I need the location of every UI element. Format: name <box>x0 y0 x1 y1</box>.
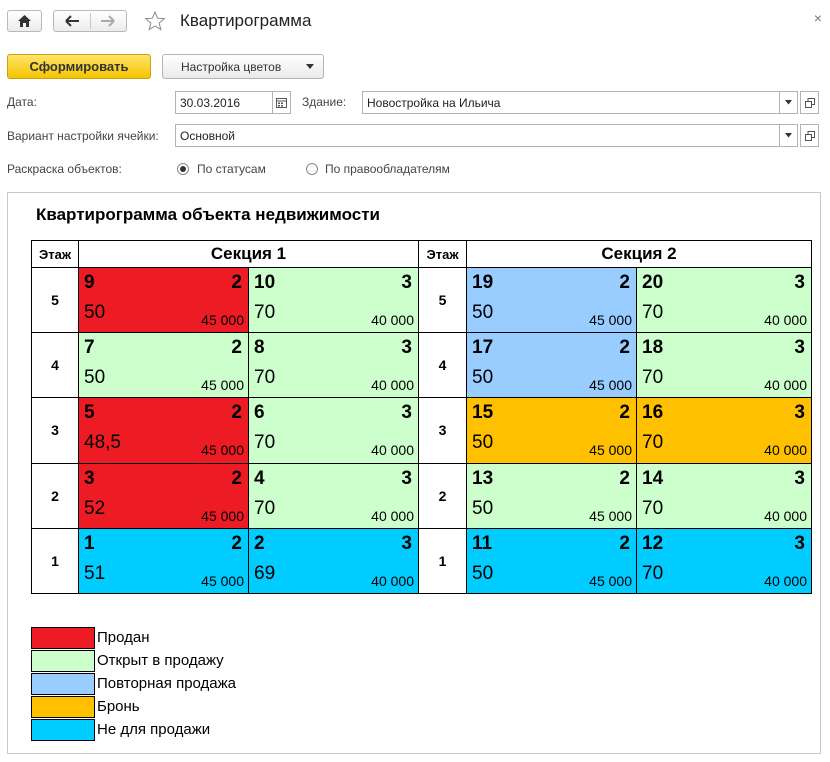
price-per-sqm: 45 000 <box>201 377 244 394</box>
history-nav <box>53 10 127 32</box>
apartment-area: 50 <box>472 302 494 323</box>
date-field[interactable]: 30.03.2016 <box>175 91 273 114</box>
price-per-sqm: 40 000 <box>371 442 414 459</box>
apartment-area: 70 <box>642 367 664 389</box>
radio-by-status-label[interactable]: По статусам <box>197 162 266 176</box>
price-per-sqm: 45 000 <box>589 442 632 459</box>
building-field[interactable]: Новостройка на Ильича <box>362 91 780 114</box>
apartment-number: 4 <box>254 467 265 489</box>
floor-number: 2 <box>419 463 467 528</box>
price-per-sqm: 45 000 <box>589 572 632 589</box>
building-label: Здание: <box>302 95 347 109</box>
apartment-number: 11 <box>472 532 493 554</box>
apartment-area: 70 <box>254 302 276 323</box>
color-settings-button[interactable] <box>162 54 324 79</box>
legend-label: Открыт в продажу <box>97 652 224 669</box>
home-icon <box>8 11 41 31</box>
room-count: 2 <box>231 272 242 293</box>
room-count: 2 <box>619 402 630 424</box>
apartment-area: 50 <box>472 367 494 389</box>
room-count: 3 <box>401 402 412 424</box>
floor-number: 1 <box>32 528 79 593</box>
apartment-number: 16 <box>642 402 664 424</box>
calendar-icon <box>276 98 287 108</box>
close-icon[interactable]: × <box>813 10 822 26</box>
room-count: 2 <box>231 532 242 554</box>
apartment-cell[interactable] <box>249 268 419 333</box>
room-count: 3 <box>401 532 412 554</box>
room-count: 3 <box>401 337 412 359</box>
price-per-sqm: 40 000 <box>371 572 414 589</box>
apartment-number: 7 <box>84 337 95 359</box>
apartment-cell[interactable] <box>467 268 637 333</box>
room-count: 3 <box>794 337 805 359</box>
open-window-icon <box>805 98 815 108</box>
apartment-cell[interactable] <box>79 333 249 398</box>
apartment-cell[interactable] <box>79 528 249 593</box>
apartment-cell[interactable] <box>249 398 419 463</box>
forward-button[interactable] <box>91 11 126 31</box>
apartment-cell[interactable] <box>79 398 249 463</box>
room-count: 3 <box>794 272 805 293</box>
dropdown-arrow-icon <box>785 133 792 138</box>
apartment-area: 70 <box>642 497 664 519</box>
price-per-sqm: 45 000 <box>201 507 244 524</box>
section-header: Секция 1 <box>79 241 419 268</box>
apartment-number: 19 <box>472 272 494 293</box>
apartment-number: 17 <box>472 337 494 359</box>
apartment-cell[interactable] <box>467 528 637 593</box>
back-button[interactable] <box>54 11 90 31</box>
radio-by-owners[interactable] <box>306 163 318 175</box>
floor-number: 5 <box>419 268 467 333</box>
building-open-button[interactable] <box>800 91 819 114</box>
apartment-cell[interactable] <box>249 528 419 593</box>
floor-number: 3 <box>419 398 467 463</box>
open-window-icon <box>805 131 815 141</box>
price-per-sqm: 45 000 <box>589 377 632 394</box>
price-per-sqm: 40 000 <box>764 442 807 459</box>
color-settings-label: Настройка цветов <box>181 59 282 74</box>
apartment-area: 50 <box>472 562 494 584</box>
apartment-area: 52 <box>84 497 106 519</box>
floor-header: Этаж <box>32 241 79 268</box>
room-count: 3 <box>401 467 412 489</box>
apartment-area: 50 <box>84 367 106 389</box>
apartment-area: 70 <box>254 432 276 454</box>
price-per-sqm: 45 000 <box>201 442 244 459</box>
legend-swatch <box>31 673 95 695</box>
section-header: Секция 2 <box>467 241 812 268</box>
apartment-number: 8 <box>254 337 265 359</box>
apartment-area: 50 <box>472 432 494 454</box>
apartment-area: 50 <box>472 497 494 519</box>
floor-number: 4 <box>32 333 79 398</box>
floor-number: 2 <box>32 463 79 528</box>
legend-swatch <box>31 719 95 741</box>
room-count: 3 <box>794 532 805 554</box>
apartment-area: 48,5 <box>84 432 121 454</box>
price-per-sqm: 40 000 <box>764 312 807 328</box>
room-count: 2 <box>619 337 630 359</box>
arrow-left-icon <box>54 11 90 31</box>
legend-label: Повторная продажа <box>97 675 237 692</box>
radio-by-status[interactable] <box>177 163 189 175</box>
floor-number: 3 <box>32 398 79 463</box>
apartment-number: 10 <box>254 272 276 293</box>
report-title: Квартирограмма объекта недвижимости <box>36 205 380 224</box>
radio-by-owners-label[interactable]: По правообладателям <box>325 162 450 176</box>
apartment-number: 3 <box>84 467 95 489</box>
apartment-number: 5 <box>84 402 95 424</box>
apartment-cell[interactable] <box>249 463 419 528</box>
legend-swatch <box>31 627 95 649</box>
arrow-right-icon <box>91 11 126 31</box>
price-per-sqm: 40 000 <box>764 377 807 394</box>
apartment-number: 13 <box>472 467 494 489</box>
apartment-number: 15 <box>472 402 494 424</box>
calendar-button[interactable] <box>272 91 291 114</box>
date-label: Дата: <box>7 95 37 109</box>
price-per-sqm: 40 000 <box>371 507 414 524</box>
apartment-area: 70 <box>642 562 664 584</box>
floor-number: 1 <box>419 528 467 593</box>
variant-label: Вариант настройки ячейки: <box>7 129 159 143</box>
price-per-sqm: 40 000 <box>371 312 414 328</box>
apartment-cell[interactable] <box>637 463 812 528</box>
apartment-grid <box>31 240 812 594</box>
price-per-sqm: 45 000 <box>201 572 244 589</box>
floor-number: 4 <box>419 333 467 398</box>
apartment-area: 69 <box>254 562 276 584</box>
price-per-sqm: 45 000 <box>589 507 632 524</box>
legend-swatch <box>31 650 95 672</box>
dropdown-arrow-icon <box>306 64 314 70</box>
apartment-number: 6 <box>254 402 265 424</box>
variant-field[interactable]: Основной <box>175 124 780 147</box>
apartment-area: 70 <box>254 367 276 389</box>
apartment-area: 51 <box>84 562 106 584</box>
room-count: 3 <box>401 272 412 293</box>
room-count: 2 <box>231 467 242 489</box>
apartment-cell[interactable] <box>467 398 637 463</box>
room-count: 3 <box>794 402 805 424</box>
favorite-star-icon[interactable] <box>144 10 166 32</box>
apartment-cell[interactable] <box>467 463 637 528</box>
apartment-area: 50 <box>84 302 106 323</box>
dropdown-arrow-icon <box>785 100 792 105</box>
room-count: 2 <box>231 402 242 424</box>
price-per-sqm: 40 000 <box>371 377 414 394</box>
room-count: 2 <box>231 337 242 359</box>
apartment-cell[interactable] <box>637 268 812 333</box>
apartment-number: 12 <box>642 532 664 554</box>
apartment-area: 70 <box>254 497 276 519</box>
legend-label: Бронь <box>97 698 140 715</box>
price-per-sqm: 40 000 <box>764 572 807 589</box>
price-per-sqm: 45 000 <box>589 312 632 328</box>
room-count: 2 <box>619 532 630 554</box>
price-per-sqm: 45 000 <box>201 312 244 328</box>
home-button[interactable] <box>7 10 42 32</box>
generate-button[interactable]: Сформировать <box>7 54 151 79</box>
apartment-number: 2 <box>254 532 265 554</box>
apartment-area: 70 <box>642 302 664 323</box>
apartment-cell[interactable] <box>637 333 812 398</box>
legend-swatch <box>31 696 95 718</box>
apartment-number: 14 <box>642 467 664 489</box>
room-count: 3 <box>794 467 805 489</box>
apartment-number: 9 <box>84 272 95 293</box>
room-count: 2 <box>619 467 630 489</box>
building-dropdown-button[interactable] <box>779 91 798 114</box>
apartment-number: 1 <box>84 532 95 554</box>
variant-open-button[interactable] <box>800 124 819 147</box>
apartment-area: 70 <box>642 432 664 454</box>
apartment-cell[interactable] <box>637 528 812 593</box>
apartment-cell[interactable] <box>79 268 249 333</box>
apartment-cell[interactable] <box>249 333 419 398</box>
coloring-label: Раскраска объектов: <box>7 162 122 176</box>
apartment-cell[interactable] <box>79 463 249 528</box>
window-title: Квартирограмма <box>180 11 312 30</box>
price-per-sqm: 40 000 <box>764 507 807 524</box>
apartment-cell[interactable] <box>637 398 812 463</box>
floor-header: Этаж <box>419 241 467 268</box>
room-count: 2 <box>619 272 630 293</box>
apartment-number: 20 <box>642 272 664 293</box>
variant-dropdown-button[interactable] <box>779 124 798 147</box>
legend-label: Продан <box>97 629 150 646</box>
legend-label: Не для продажи <box>97 721 211 738</box>
apartment-cell[interactable] <box>467 333 637 398</box>
apartment-number: 18 <box>642 337 664 359</box>
floor-number: 5 <box>32 268 79 333</box>
